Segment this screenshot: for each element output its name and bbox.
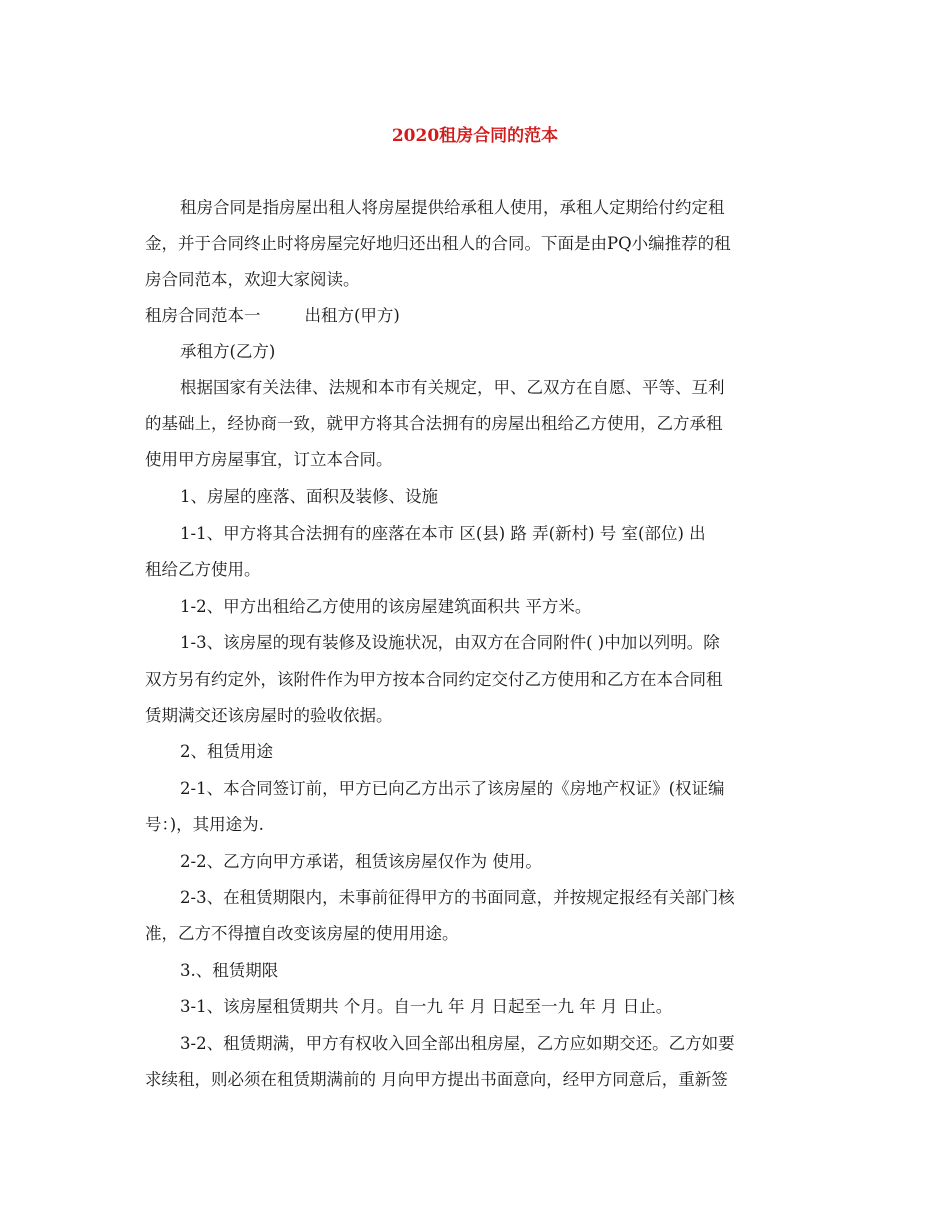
paragraph-line: 2-3、在租赁期限内，未事前征得甲方的书面同意，并按规定报经有关部门核 <box>180 888 735 907</box>
paragraph-line: 求续租，则必须在租赁期满前的 月向甲方提出书面意向，经甲方同意后，重新签 <box>145 1070 728 1089</box>
paragraph-line: 2-1、本合同签订前，甲方已向乙方出示了该房屋的《房地产权证》(权证编 <box>180 779 725 798</box>
section-heading-line <box>145 304 400 328</box>
paragraph-line: 租房合同是指房屋出租人将房屋提供给承租人使用，承租人定期给付约定租 <box>180 198 725 217</box>
section-heading: 租房合同范本一 <box>145 306 261 325</box>
paragraph-line: 赁期满交还该房屋时的验收依据。 <box>145 706 393 725</box>
document-title: 2020租房合同的范本 <box>391 126 559 146</box>
paragraph-line: 1-2、甲方出租给乙方使用的该房屋建筑面积共 平方米。 <box>180 597 592 616</box>
paragraph-line: 3-1、该房屋租赁期共 个月。自一九 年 月 日起至一九 年 月 日止。 <box>180 997 673 1016</box>
paragraph-line: 号：)，其用途为. <box>145 815 264 834</box>
paragraph-line: 的基础上，经协商一致，就甲方将其合法拥有的房屋出租给乙方使用，乙方承租 <box>145 414 723 433</box>
paragraph-line: 根据国家有关法律、法规和本市有关规定，甲、乙双方在自愿、平等、互利 <box>180 378 725 397</box>
lessee-label: 承租方(乙方) <box>180 342 276 361</box>
paragraph-line: 金，并于合同终止时将房屋完好地归还出租人的合同。下面是由PQ小编推荐的租 <box>145 234 731 253</box>
paragraph-line: 双方另有约定外，该附件作为甲方按本合同约定交付乙方使用和乙方在本合同租 <box>145 670 723 689</box>
clause-heading: 3.、租赁期限 <box>180 961 279 980</box>
paragraph-line: 1-3、该房屋的现有装修及设施状况，由双方在合同附件( )中加以列明。除 <box>180 633 720 652</box>
clause-heading: 2、租赁用途 <box>180 742 273 761</box>
clause-heading: 1、房屋的座落、面积及装修、设施 <box>180 487 438 506</box>
paragraph-line: 使用甲方房屋事宜，订立本合同。 <box>145 450 393 469</box>
paragraph-line: 租给乙方使用。 <box>145 560 261 579</box>
paragraph-line: 2-2、乙方向甲方承诺，租赁该房屋仅作为 使用。 <box>180 852 542 871</box>
paragraph-line: 房合同范本，欢迎大家阅读。 <box>145 270 360 289</box>
paragraph-line: 准，乙方不得擅自改变该房屋的使用用途。 <box>145 924 459 943</box>
paragraph-line: 3-2、租赁期满，甲方有权收入回全部出租房屋，乙方应如期交还。乙方如要 <box>180 1034 735 1053</box>
paragraph-line: 1-1、甲方将其合法拥有的座落在本市 区(县) 路 弄(新村) 号 室(部位) 出 <box>180 524 706 543</box>
lessor-label: 出租方(甲方) <box>304 306 400 325</box>
